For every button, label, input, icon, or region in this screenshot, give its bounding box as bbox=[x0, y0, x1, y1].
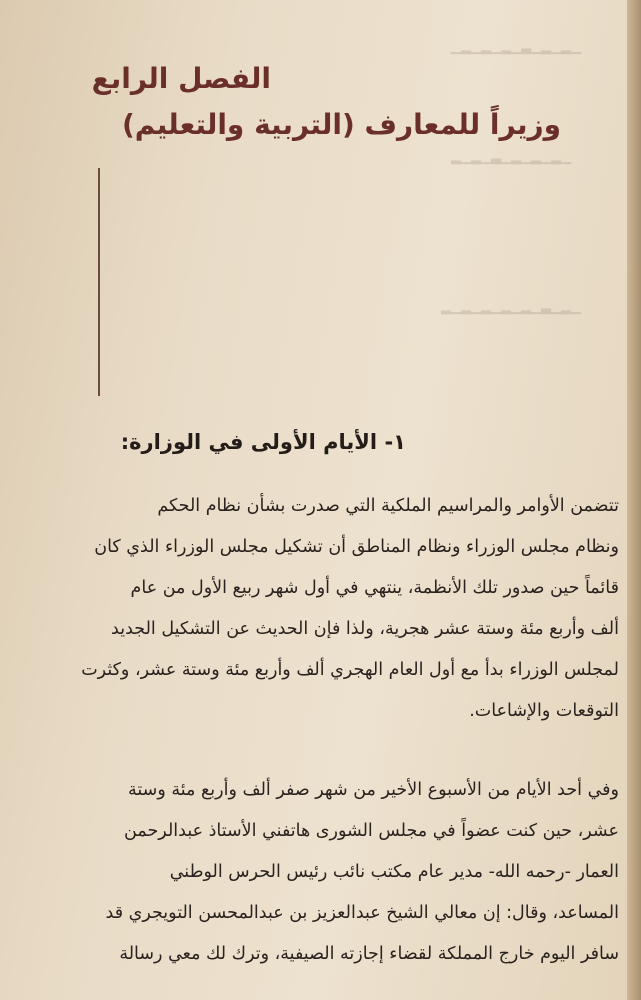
vertical-divider bbox=[98, 168, 100, 396]
paragraph-line: المساعد، وقال: إن معالي الشيخ عبدالعزيز بن عبدالمحسن التويجري قد bbox=[105, 903, 619, 923]
paragraph-line: تتضمن الأوامر والمراسيم الملكية التي صدرت بشأن نظام الحكم bbox=[157, 496, 619, 516]
paragraph-line: سافر اليوم خارج المملكة لقضاء إجازته الصيفية، وترك لك معي رسالة bbox=[119, 944, 619, 964]
chapter-main-title: وزيراً للمعارف (التربية والتعليم) bbox=[121, 108, 561, 141]
bleed-through-texture: ▁▂▁▂▁▃▁▂▁▂▁▂▁ bbox=[451, 40, 581, 55]
paragraph-line: العمار -رحمه الله- مدير عام مكتب نائب رئيس الحرس الوطني bbox=[169, 862, 619, 882]
paragraph-2 bbox=[106, 770, 619, 975]
bleed-through-texture: ▁▂▁▃▁▂▁▂▁▂▁▂▁▂ bbox=[441, 300, 581, 315]
chapter-number-title: الفصل الرابع bbox=[91, 62, 271, 95]
paragraph-line: ألف وأربع مئة وستة عشر هجرية، ولذا فإن الحديث عن التشكيل الجديد bbox=[111, 619, 619, 639]
paragraph-line: قائماً حين صدور تلك الأنظمة، ينتهي في أول شهر ربيع الأول من عام bbox=[130, 578, 619, 598]
bleed-through-texture: ▁▂▁▂▁▂▁▃▁▂▁▂ bbox=[451, 150, 571, 165]
paragraph-line: التوقعات والإشاعات. bbox=[469, 701, 619, 721]
section-heading: ١- الأيام الأولى في الوزارة: bbox=[120, 430, 406, 454]
paragraph-line: ونظام مجلس الوزراء ونظام المناطق أن تشكيل مجلس الوزراء الذي كان bbox=[94, 537, 619, 557]
paragraph-line: وفي أحد الأيام من الأسبوع الأخير من شهر صفر ألف وأربع مئة وستة bbox=[128, 780, 619, 800]
paragraph-line: لمجلس الوزراء بدأ مع أول العام الهجري ألف وأربع مئة وستة عشر، وكثرت bbox=[81, 660, 619, 680]
page-edge bbox=[627, 0, 641, 1000]
paragraph-1 bbox=[81, 486, 619, 732]
paragraph-line: عشر، حين كنت عضواً في مجلس الشورى هاتفني الأستاذ عبدالرحمن bbox=[124, 821, 619, 841]
